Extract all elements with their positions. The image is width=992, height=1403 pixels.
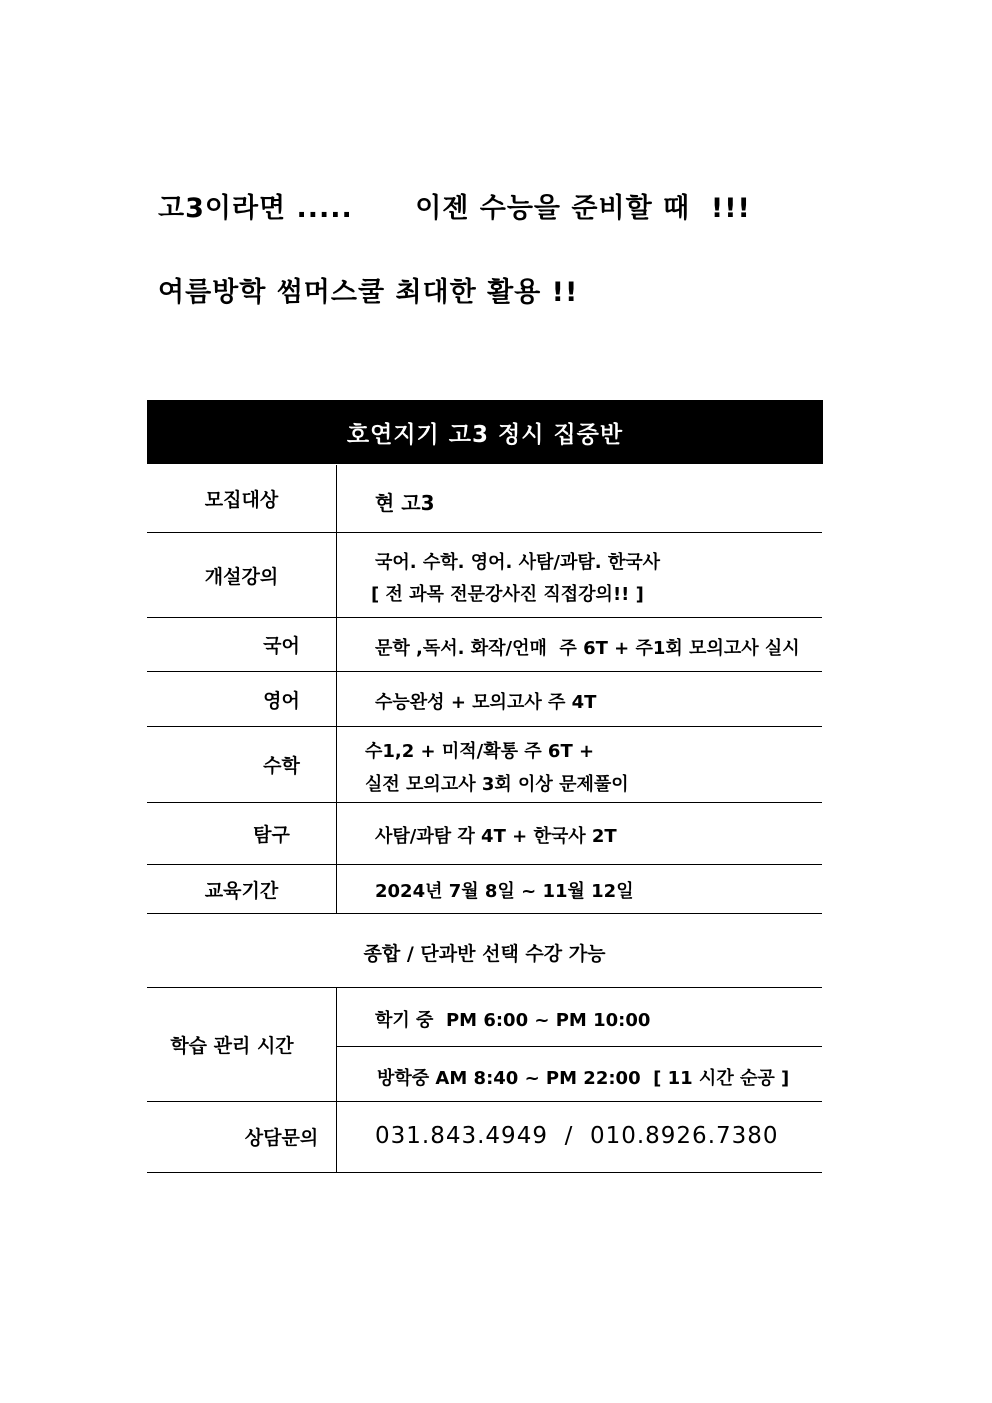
enrollment-note: 종합 / 단과반 선택 수강 가능 xyxy=(363,942,606,965)
row-english xyxy=(147,672,822,727)
row-label: 영어 xyxy=(263,689,300,712)
row-value-line1: 국어. 수학. 영어. 사탐/과탐. 한국사 xyxy=(375,552,661,573)
row-label: 국어 xyxy=(263,635,300,657)
row-value: 수능완성 + 모의고사 주 4T xyxy=(375,692,597,713)
divider xyxy=(336,1101,337,1172)
row-label: 모집대상 xyxy=(204,489,279,511)
course-title-banner: 호연지기 고3 정시 집중반 xyxy=(147,400,823,464)
row-value-line2: 실전 모의고사 3회 이상 문제풀이 xyxy=(365,774,629,795)
row-value-line1: 수1,2 + 미적/확통 주 6T + xyxy=(365,741,595,762)
row-value: 현 고3 xyxy=(375,491,435,515)
divider xyxy=(336,865,337,913)
row-period xyxy=(147,865,822,914)
row-study-time xyxy=(147,987,822,1102)
row-label: 상담문의 xyxy=(244,1127,319,1149)
row-contact xyxy=(147,1101,822,1173)
row-label: 교육기간 xyxy=(204,879,279,902)
row-inquiry xyxy=(147,803,822,865)
divider xyxy=(336,618,337,671)
vacation-hours: 방학중 AM 8:40 ~ PM 22:00 [ 11 시간 순공 ] xyxy=(377,1068,790,1089)
row-korean xyxy=(147,618,822,672)
headline-prepare: 고3이라면 ..... 이젠 수능을 준비할 때 !!! xyxy=(158,193,751,224)
row-value: 문학 ,독서. 화작/언매 주 6T + 주1회 모의고사 실시 xyxy=(375,638,800,659)
semester-hours: 학기 중 PM 6:00 ~ PM 10:00 xyxy=(375,1010,651,1031)
row-value-line2: [ 전 과목 전문강사진 직접강의!! ] xyxy=(371,584,644,605)
row-label: 학습 관리 시간 xyxy=(170,1035,294,1057)
contact-phone: 031.843.4949 / 010.8926.7380 xyxy=(375,1123,779,1149)
row-math xyxy=(147,727,822,803)
row-label: 수학 xyxy=(263,755,300,777)
divider xyxy=(336,803,337,864)
row-label: 개설강의 xyxy=(204,565,279,588)
row-value: 사탐/과탐 각 4T + 한국사 2T xyxy=(375,826,617,847)
divider xyxy=(336,727,337,802)
row-courses xyxy=(147,533,822,618)
row-label: 탐구 xyxy=(253,824,290,846)
divider xyxy=(336,672,337,726)
row-value: 2024년 7월 8일 ~ 11월 12일 xyxy=(375,881,634,902)
headline-summer-school: 여름방학 썸머스쿨 최대한 활용 !! xyxy=(158,277,579,308)
inner-divider xyxy=(337,1046,822,1047)
divider xyxy=(336,533,337,617)
row-target xyxy=(147,465,822,533)
divider xyxy=(336,465,337,532)
divider xyxy=(336,988,337,1101)
